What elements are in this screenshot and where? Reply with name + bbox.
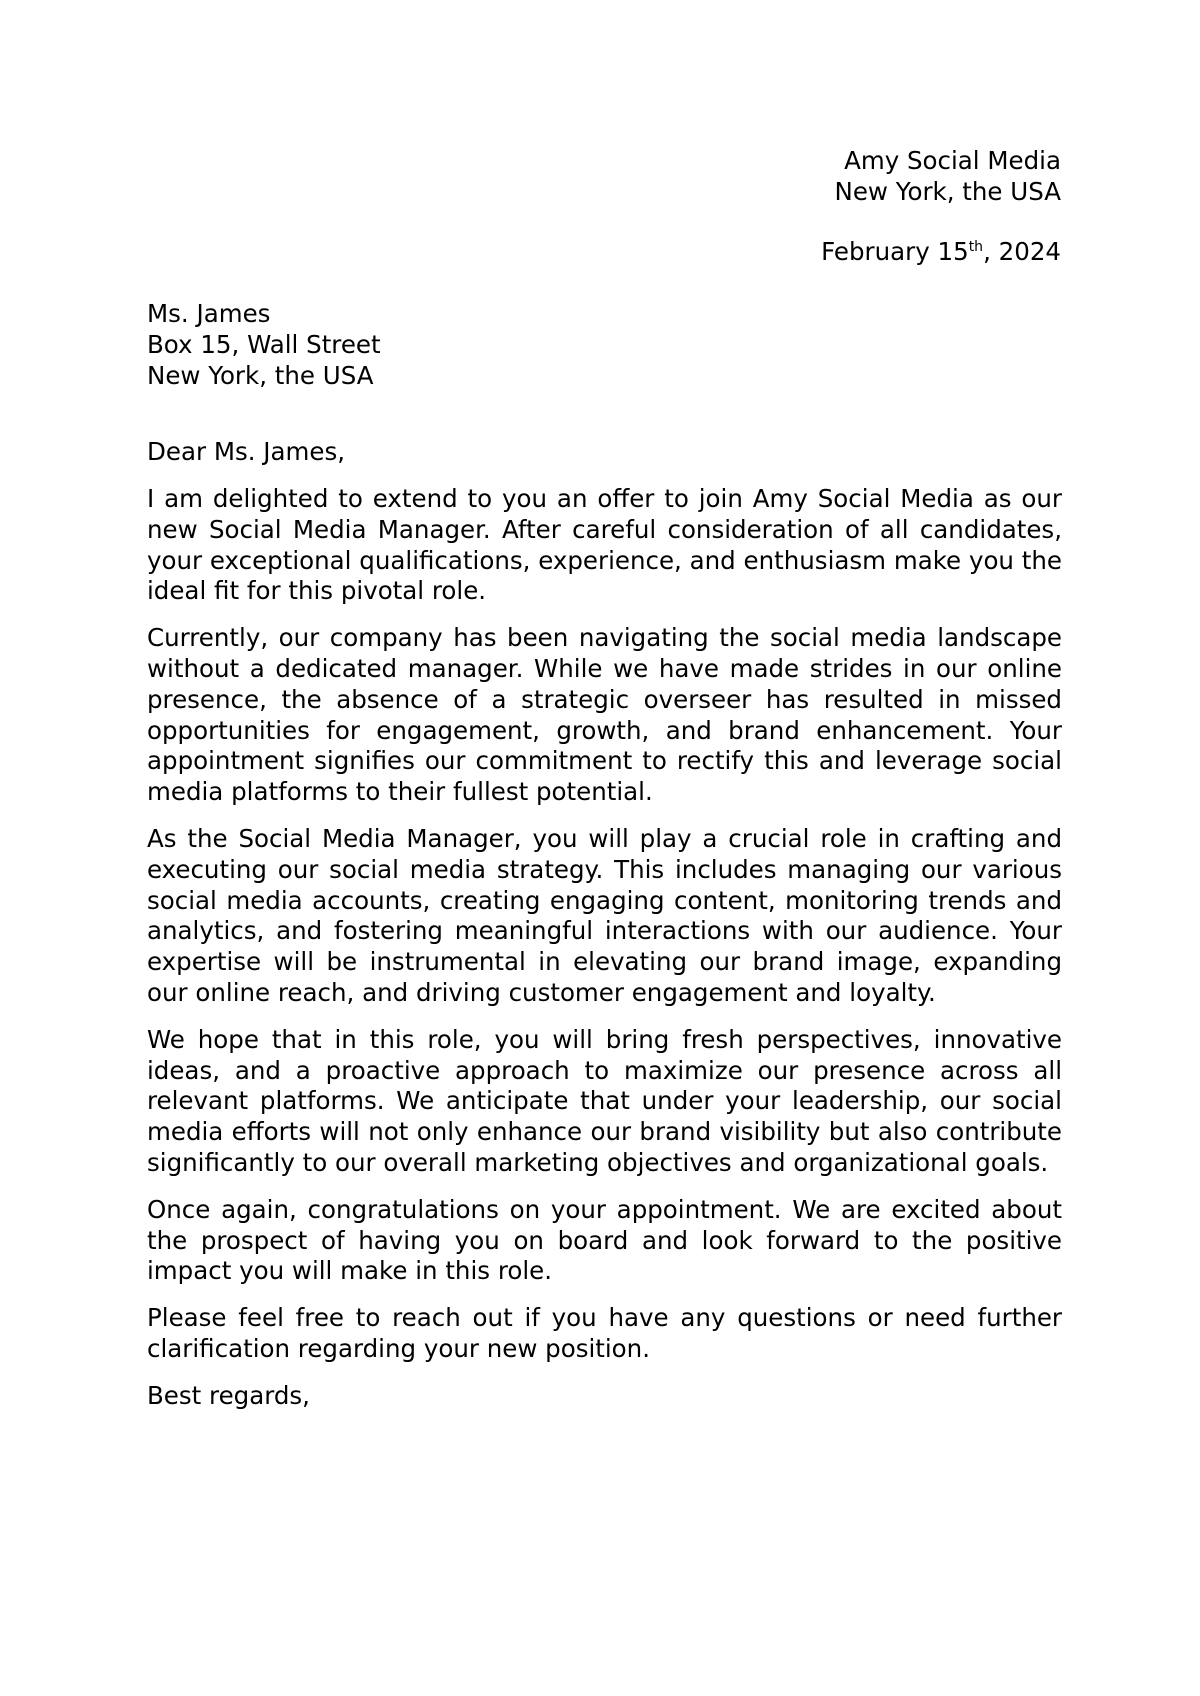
sender-name: Amy Social Media (844, 146, 1061, 175)
recipient-block (147, 299, 381, 391)
date-month-day: February 15 (821, 237, 969, 266)
sender-location: New York, the USA (834, 176, 1061, 206)
letter-date (821, 237, 1061, 268)
date-year: , 2024 (983, 237, 1061, 266)
recipient-city: New York, the USA (147, 360, 374, 390)
body-paragraph: We hope that in this role, you will bring fresh perspectives, innovative ideas, and a proactive approach to maximize our presence across all relevant platforms. We anticipate that under your leadership, our social media efforts will not only enhance our brand visibility but also contribute significantly to our overall marketing objectives and organizational goals. (147, 1024, 1062, 1177)
salutation: Dear Ms. James, (147, 437, 346, 466)
body-paragraph: Please feel free to reach out if you have any questions or need further clarification regarding your new position. (147, 1303, 1062, 1363)
letter-body (147, 484, 1062, 1428)
body-paragraph: I am delighted to extend to you an offer to join Amy Social Media as our new Social Media Manager. After careful consideration of all candidates, your exceptional qualifications, experience, and enthusiasm make you the ideal fit for this pivotal role. (147, 484, 1062, 606)
closing: Best regards, (147, 1380, 310, 1410)
date-suffix: th (968, 238, 984, 255)
body-paragraph: Once again, congratulations on your appointment. We are excited about the prospect of having you on board and look forward to the positive impact you will make in this role. (147, 1194, 1062, 1286)
body-paragraph: As the Social Media Manager, you will play a crucial role in crafting and executing our social media strategy. This includes managing our various social media accounts, creating engaging content, monitoring trends and analytics, and fostering meaningful interactions with our audience. Your expertise will be instrumental in elevating our brand image, expanding our online reach, and driving customer engagement and loyalty. (147, 823, 1062, 1007)
sender-block (835, 146, 1061, 208)
body-paragraph: Currently, our company has been navigating the social media landscape without a dedicated manager. While we have made strides in our online presence, the absence of a strategic overseer has resulted in missed opportunities for engagement, growth, and brand enhancement. Your appointment signifies our commitment to rectify this and leverage social media platforms to their fullest potential. (147, 623, 1062, 807)
recipient-name: Ms. James (147, 299, 271, 328)
recipient-address: Box 15, Wall Street (147, 329, 381, 359)
